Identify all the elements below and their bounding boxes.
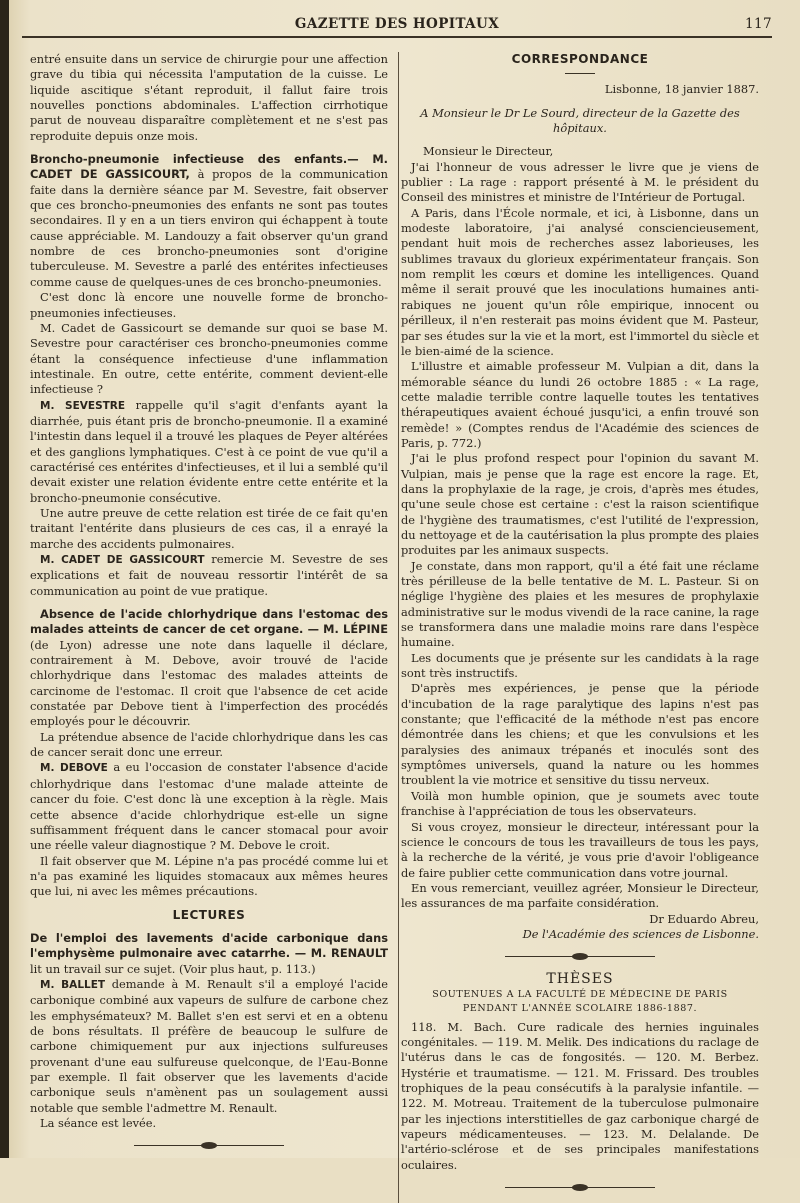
- paragraph: Il fait observer que M. Lépine n'a pas procédé comme lui et n'a pas examiné les liquides stomacaux aux mêmes heures que lui, ni avec les mêmes précautions.: [30, 853, 388, 899]
- spacer: [30, 923, 388, 931]
- affiliation: De l'Académie des sciences de Lisbonne.: [522, 926, 759, 941]
- paragraph-text: à propos de la communication faite dans la dernière séance par M. Sevestre, fait observer que ces broncho-pneumonies des enfants ne sont pas toutes secondaires. Il y en a un tiers environ qui échappent à toute cause appréciable. M. Landouzy a fait observer qu'un grand nombre de ces broncho-pneumonies sont d'origine tuberculeuse. M. Sevestre a parlé des entérites infectieuses comme cause de quelques-unes de ces broncho-pneumonies.: [30, 167, 388, 289]
- signature: Dr Eduardo Abreu,: [649, 911, 759, 926]
- short-rule: [565, 73, 595, 74]
- section-heading: Broncho-pneumonie infectieuse des enfants.— M. CADET DE GASSICOURT,: [30, 152, 388, 182]
- ornament-divider: [505, 952, 655, 962]
- paragraph: En vous remerciant, veuillez agréer, Monsieur le Directeur, les assurances de ma parfaite considération.: [401, 880, 759, 911]
- letter-date: Lisbonne, 18 janvier 1887.: [604, 82, 759, 97]
- paragraph-text: rappelle qu'il s'agit d'enfants ayant la diarrhée, puis étant pris de broncho-pneumonie. Il a examiné l'intestin dans lequel il a trouvé les plaques de Peyer altérées et des ganglions lymphatiques. C'est à ce point de vue qu'il a caractérisé ces entérites d'infectieuses, et il lui a semblé qu'il devait exister une relation évidente entre cette entérite et la broncho-pneumonie consécutive.: [30, 397, 388, 505]
- lavements-section: [30, 931, 388, 977]
- paragraph-text: lit un travail sur ce sujet. (Voir plus haut, p. 113.): [30, 961, 316, 976]
- ornament-divider: [505, 1183, 655, 1193]
- section-heading: Absence de l'acide chlorhydrique dans l'estomac des malades atteints de cancer de cet organe. — M. LÉPINE: [30, 607, 388, 637]
- paragraph-text: remercie M. Sevestre de ses explications et fait de nouveau ressortir l'intérêt de sa communication au point de vue pratique.: [30, 552, 388, 598]
- paragraph: Les documents que je présente sur les candidats à la rage sont très instructifs.: [401, 650, 759, 681]
- speaker-name: M. BALLET: [40, 978, 106, 991]
- paragraph: Je constate, dans mon rapport, qu'il a été fait une réclame très périlleuse de la belle tentative de M. L. Pasteur. Si on néglige l'hygiène des plaies et les mesures de prophylaxie administrative sur le modus vivendi de la race canine, la rage se transformera dans une maladie moins rare dans l'espèce humaine.: [401, 558, 759, 650]
- lectures-title: LECTURES: [172, 907, 246, 922]
- speaker-name: M. CADET DE GASSICOURT: [40, 554, 205, 566]
- section-heading: De l'emploi des lavements d'acide carbonique dans l'emphysème pulmonaire avec catarrhe. — M. RENAULT: [30, 930, 388, 961]
- letter-address: A Monsieur le Dr Le Sourd, directeur de la Gazette des hôpitaux.: [420, 105, 740, 136]
- paragraph: Si vous croyez, monsieur le directeur, intéressant pour la science le concours de tous les travailleurs de tous les pays, à la recherche de la vérité, je vous prie d'avoir l'obligeance de faire publier cette communication dans votre journal.: [401, 819, 759, 880]
- paragraph: L'illustre et aimable professeur M. Vulpian a dit, dans la mémorable séance du lundi 26 octobre 1885 : « La rage, cette maladie terrible contre laquelle toutes les tentatives thérapeutiques avaient échoué jusqu'ici, a enfin trouvé son remède! » (Comptes rendus de l'Académie des sciences de Paris, p. 772.): [401, 359, 759, 450]
- paragraph: [30, 977, 388, 1116]
- page-number: 117: [745, 16, 772, 32]
- spacer: [401, 98, 759, 106]
- journal-title: GAZETTE DES HOPITAUX: [294, 16, 500, 32]
- theses-subtitle-year: PENDANT L'ANNÉE SCOLAIRE 1886-1887.: [462, 1002, 698, 1014]
- right-column: [398, 52, 759, 1203]
- theses-subtitle: SOUTENUES A LA FACULTÉ DE MÉDECINE DE PARIS: [432, 988, 728, 1000]
- page-header: [22, 14, 772, 38]
- paragraph: J'ai le plus profond respect pour l'opinion du savant M. Vulpian, mais je pense que la rage est encore la rage. Et, dans la prophylaxie de la rage, je crois, d'après mes études, qu'une seule chose est certaine : c'est la raison scientifique de l'hygiène des traumatismes, c'est l'utilité de l'expression, du nettoyage et de la cautérisation la plus prompte des plaies produites par les animaux suspects.: [401, 451, 759, 558]
- page-binding: [0, 0, 9, 1158]
- paragraph: A Paris, dans l'École normale, et ici, à Lisbonne, dans un modeste laboratoire, j'ai analysé consciencieusement, pendant huit mois de recherches assez laborieuses, les sublimes travaux du glorieux expérimentateur français. Son nom remplit les cœurs et domine les intelligences. Quand même il serait prouvé que les inoculations humaines anti-rabiques ne jouent qu'un rôle empirique, innocent ou périlleux, il n'en resterait pas moins évident que M. Pasteur, par ses études sur la vie et la mort, est l'immortel du siècle et le bien-aimé de la science.: [401, 205, 759, 358]
- paragraph: M. Cadet de Gassicourt se demande sur quoi se base M. Sevestre pour caractériser ces broncho-pneumonies comme étant la conséquence infectieuse d'une inflammation intestinale. En outre, cette entérite, comment devient-elle infectieuse ?: [30, 320, 388, 397]
- theses-title: THÈSES: [546, 971, 614, 988]
- left-column: [30, 52, 388, 1161]
- paragraph-text: demande à M. Renault s'il a employé l'acide carbonique combiné aux vapeurs de sulfure de carbone chez les emphysémateux? M. Ballet s'en est servi et en a obtenu de bons résultats. Il préfère de beaucoup le sulfure de carbone chimiquement pur aux injections sulfureuses provenant d'une eau sulfureuse quelconque, de l'Eau-Bonne par exemple. Il fait observer que les lavements d'acide carbonique seuls n'amènent pas un soulagement aussi notable que semble l'admettre M. Renault.: [30, 976, 388, 1115]
- theses-list: 118. M. Bach. Cure radicale des hernies inguinales congénitales. — 119. M. Melik. Des indications du raclage de l'utérus dans le cas de fongosités. — 120. M. Berbez. Hystérie et traumatisme. — 121. M. Frissard. Des troubles trophiques de la peau consécutifs à la paralysie infantile. — 122. M. Motreau. Traitement de la tuberculose pulmonaire par les injections interstitielles de gaz carbonique chargé de vapeurs médicamenteuses. — 123. M. Delalande. De l'artério-sclérose et de ses principales manifestations oculaires.: [401, 1019, 759, 1172]
- paragraph-text: (de Lyon) adresse une note dans laquelle il déclare, contrairement à M. Debove, avoir trouvé de l'acide chlorhydrique dans l'estomac des malades atteints de carcinome de l'estomac. Il croit que l'absence de cet acide constatée par Debove tient à l'imperfection des procédés employés pour le découvrir.: [30, 637, 388, 729]
- paragraph: La prétendue absence de l'acide chlorhydrique dans les cas de cancer serait donc une erreur.: [30, 729, 388, 760]
- spacer: [30, 144, 388, 152]
- correspondance-title: CORRESPONDANCE: [511, 52, 649, 66]
- speaker-name: M. DEBOVE: [40, 762, 108, 775]
- paragraph: J'ai l'honneur de vous adresser le livre que je viens de publier : La rage : rapport présenté à M. le président du Conseil des ministres et ministre de l'Intérieur de Portugal.: [401, 159, 759, 205]
- speaker-name: M. SEVESTRE: [40, 399, 126, 412]
- spacer: [30, 900, 388, 908]
- broncho-section: [30, 152, 388, 290]
- spacer: [401, 136, 759, 144]
- paragraph: [30, 552, 388, 599]
- letter-salutation: Monsieur le Directeur,: [423, 144, 554, 159]
- spacer: [30, 599, 388, 607]
- ornament-divider: [134, 1141, 284, 1151]
- paragraph: Voilà mon humble opinion, que je soumets avec toute franchise à l'appréciation de tous les observateurs.: [401, 788, 759, 819]
- paragraph: Une autre preuve de cette relation est tirée de ce fait qu'en traitant l'entérite dans plusieurs de ces cas, il a enrayé la marche des accidents pulmonaires.: [30, 505, 388, 551]
- paragraph-text: a eu l'occasion de constater l'absence d'acide chlorhydrique dans l'estomac d'une malade atteinte de cancer du foie. C'est donc là une exception à la règle. Mais cette absence d'acide chlorhydrique est-elle un signe suffisamment fréquent dans le cancer stomacal pour avoir une réelle valeur diagnostique ? M. Debove le croit.: [30, 760, 388, 853]
- paragraph: [30, 398, 388, 506]
- paragraph: La séance est levée.: [40, 1116, 157, 1131]
- paragraph: D'après mes expériences, je pense que la période d'incubation de la rage paralytique des lapins n'est pas constante; que l'efficacité de la méthode n'est pas encore démontrée dans les chiens; et que les convulsions et les paralysies des animaux trépanés et inoculés sont des symptômes universels, quand la nature ou les hommes troublent la vie motrice et sensitive du tissu nerveux.: [401, 681, 759, 788]
- acide-section: [30, 607, 388, 730]
- paragraph: entré ensuite dans un service de chirurgie pour une affection grave du tibia qui nécessita l'amputation de la cuisse. Le liquide ascitique s'étant reproduit, il fallut faire trois nouvelles ponctions abdominales. L'affection cirrhotique parut de nouveau disparaître complètement et ne s'est pas reproduite depuis onze mois.: [30, 52, 388, 143]
- paragraph: [30, 760, 388, 853]
- paragraph: C'est donc là encore une nouvelle forme de broncho-pneumonies infectieuses.: [30, 290, 388, 320]
